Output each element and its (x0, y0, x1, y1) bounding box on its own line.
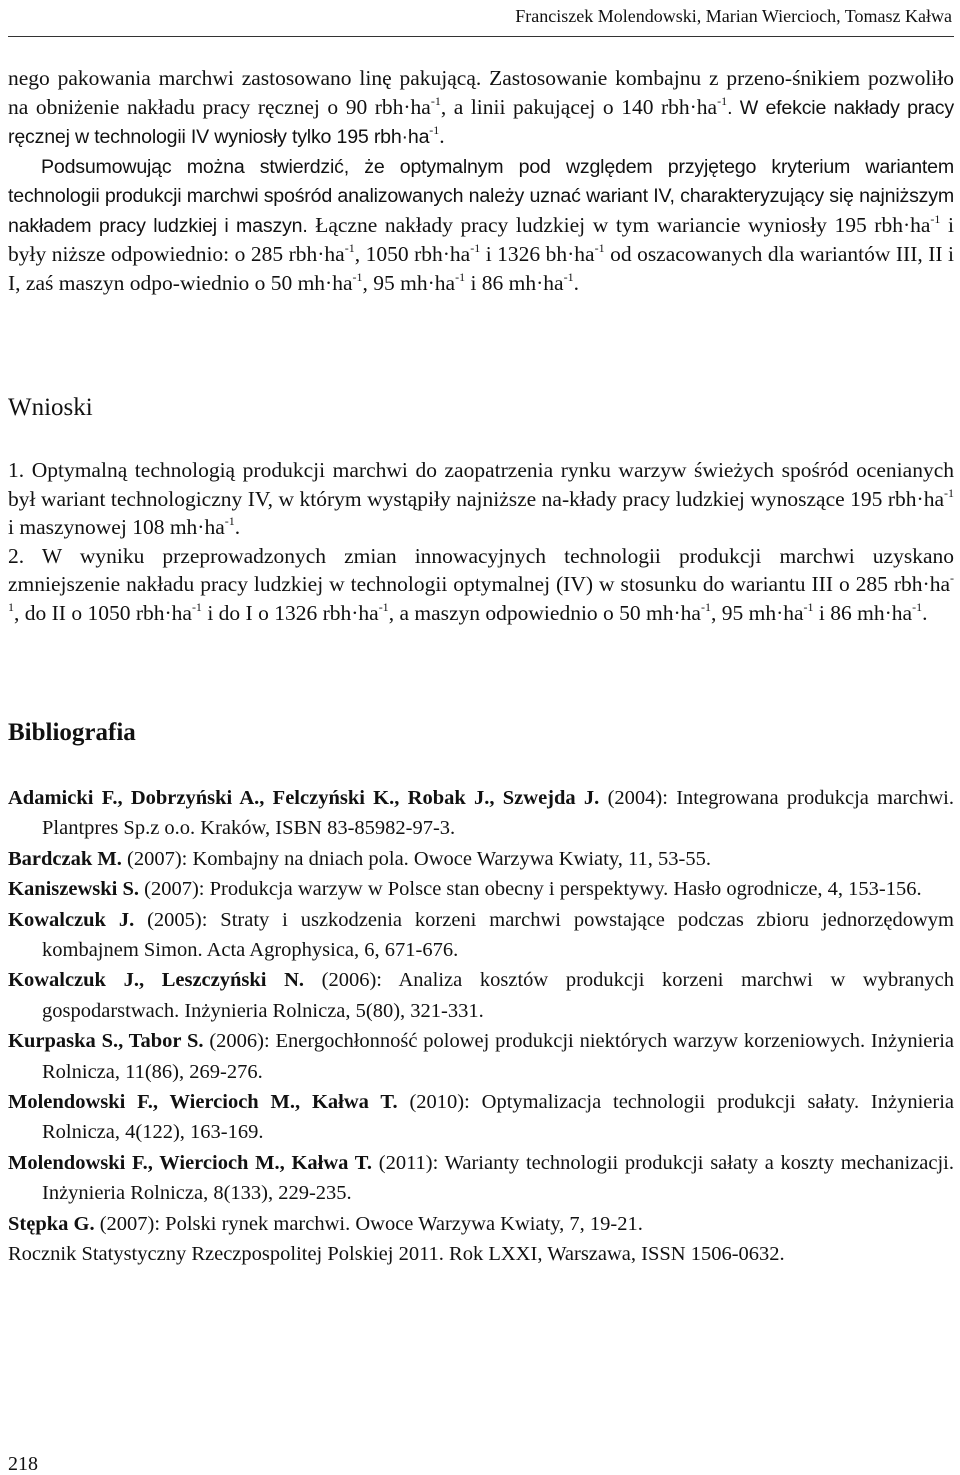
superscript: -1 (352, 269, 363, 284)
superscript: -1 (430, 93, 441, 108)
bibliography-entry (8, 844, 954, 874)
ref-details: (2004): Integrowana produkcja marchwi. Plantpres Sp.z o.o. Kraków, ISBN 83-85982-97-3. (42, 787, 954, 840)
superscript: -1 (803, 599, 814, 614)
superscript: -1 (455, 269, 466, 284)
c2-text-e: , 95 mh·ha (710, 600, 804, 625)
c1-text-a: 1. Optymalną technologią produkcji marchwi do zaopatrzenia rynku warzyw świeżych spośród ocenianych był wariant technologiczny IV, w którym wystąpiły najniższe na-kłady pracy ludzkiej wynoszące 195 rbh·ha (8, 458, 954, 511)
section-heading-conclusions: Wnioski (8, 394, 93, 421)
c2-text-d: , a maszyn odpowiednio o 50 mh·ha (388, 600, 701, 625)
bibliography-entry (8, 783, 954, 844)
c2-text-f: i 86 mh·ha (813, 600, 913, 625)
p2-text-i: . (573, 270, 579, 295)
conclusion-item-2 (8, 542, 954, 628)
conclusion-item-1 (8, 456, 954, 542)
superscript: -1 (224, 514, 235, 528)
bibliography-entry (8, 905, 954, 966)
paragraph-continued (8, 64, 954, 152)
bibliography-entry (8, 1026, 954, 1087)
ref-details: (2006): Energochłonność polowej produkcji niektórych warzyw korzeniowych. Inżynieria Rolnicza, 11(86), 269-276. (42, 1030, 954, 1083)
p2-text-g: , 95 mh·ha (362, 270, 456, 295)
bibliography-entry (8, 1148, 954, 1209)
p1-text-d: . (439, 124, 445, 148)
superscript: -1 (344, 241, 355, 255)
p2-text-e: i 1326 bh·ha (480, 242, 595, 266)
ref-details: (2007): Kombajny na dniach pola. Owoce Warzywa Kwiaty, 11, 53-55. (121, 847, 711, 870)
ref-authors: Molendowski F., Wiercioch M., Kałwa T. (8, 1151, 373, 1174)
superscript: -1 (378, 599, 389, 614)
c2-text-c: i do I o 1326 rbh·ha (201, 600, 379, 625)
c2-text-a: 2. W wyniku przeprowadzonych zmian innowacyjnych technologii produkcji marchwi uzyskano zmniejszenie nakładu pracy ludzkiej w technologii optymalnej (IV) w stosunku do wariantu III o 285 rbh·ha (8, 543, 954, 596)
body-text (8, 64, 954, 297)
ref-authors: Kowalczuk J. (8, 908, 135, 931)
ref-authors: Molendowski F., Wiercioch M., Kałwa T. (8, 1091, 398, 1114)
c2-text-g: . (922, 600, 928, 625)
p1-text-a: nego pakowania marchwi zastosowano linę pakującą. Zastosowanie kombajnu z przeno-śnikiem pozwoliło na obniżenie nakładu pracy ręcznej o 90 rbh·ha (8, 66, 954, 119)
bibliography-entry (8, 1087, 954, 1148)
c1-text-c: . (234, 515, 241, 539)
ref-authors: Kaniszewski S. (8, 878, 139, 901)
ref-authors: Adamicki F., Dobrzyński A., Felczyński K., Robak J., Szwejda J. (8, 787, 600, 809)
p2-text-f: od oszacowanych dla wariantów III, II i I, zaś maszyn odpo-wiednio o 50 mh·ha (8, 242, 955, 295)
c2-text-b: , do II o 1050 rbh·ha (14, 600, 192, 625)
ref-authors: Stępka G. (8, 1212, 95, 1235)
superscript: -1 (470, 241, 481, 255)
superscript: -1 (429, 123, 440, 137)
superscript: -1 (8, 571, 954, 614)
p1-text-c: . W efekcie nakłady pracy ręcznej w technologii IV wyniosły tylko 195 rbh·ha (8, 96, 954, 148)
bibliography-entry (8, 965, 954, 1026)
superscript: -1 (563, 269, 574, 284)
superscript: -1 (700, 599, 711, 614)
p2-text-b: Łączne nakłady pracy ludzkiej w tym wariancie wyniosły 195 rbh·ha (307, 212, 931, 237)
bibliography-entry (8, 1239, 954, 1269)
section-heading-bibliography: Bibliografia (8, 719, 136, 746)
page-number: 218 (8, 1453, 38, 1475)
ref-details: (2011): Warianty technologii produkcji sałaty a koszty mechanizacji. Inżynieria Rolnicza, 8(133), 229-235. (42, 1151, 955, 1205)
paragraph-summary (8, 152, 954, 298)
ref-details: (2007): Produkcja warzyw w Polsce stan obecny i perspektywy. Hasło ogrodnicze, 4, 153-156. (139, 878, 922, 901)
p2-text-h: i 86 mh·ha (465, 270, 564, 295)
superscript: -1 (717, 93, 728, 108)
bibliography-entry (8, 1209, 954, 1239)
ref-details: (2006): Analiza kosztów produkcji korzeni marchwi w wybranych gospodarstwach. Inżynieria Rolnicza, 5(80), 321-331. (42, 969, 954, 1022)
p2-text-a: Podsumowując można stwierdzić, że optymalnym pod względem przyjętego kryterium wariantem technologii produkcji marchwi spośród analizowanych należy uznać wariant IV, charakteryzujący się najniższym nakładem pracy ludzkiej i maszyn. (8, 155, 954, 237)
ref-details: Rocznik Statystyczny Rzeczpospolitej Polskiej 2011. Rok LXXI, Warszawa, ISSN 1506-0632. (8, 1243, 785, 1266)
p2-text-d: , 1050 rbh·ha (354, 242, 471, 266)
superscript: -1 (944, 485, 954, 500)
header-divider (8, 36, 954, 37)
superscript: -1 (594, 241, 605, 255)
bibliography-list (8, 783, 954, 1270)
ref-authors: Kurpaska S., Tabor S. (8, 1030, 204, 1053)
superscript: -1 (191, 599, 202, 614)
superscript: -1 (912, 599, 923, 614)
c1-text-b: i maszynowej 108 mh·ha (8, 515, 225, 539)
ref-authors: Bardczak M. (8, 847, 122, 870)
ref-details: (2007): Polski rynek marchwi. Owoce Warzywa Kwiaty, 7, 19-21. (94, 1212, 643, 1235)
ref-authors: Kowalczuk J., Leszczyński N. (8, 969, 305, 992)
conclusions-list (8, 456, 954, 627)
bibliography-entry (8, 874, 954, 904)
ref-details: (2005): Straty i uszkodzenia korzeni marchwi powstające podczas zbioru jednorzędowym kombajnem Simon. Acta Agrophysica, 6, 671-676. (42, 908, 954, 962)
ref-details: (2010): Optymalizacja technologii produkcji sałaty. Inżynieria Rolnicza, 4(122), 163-169. (42, 1091, 954, 1144)
p1-text-b: , a linii pakującej o 140 rbh·ha (440, 94, 718, 119)
running-header-authors: Franciszek Molendowski, Marian Wiercioch, Tomasz Kałwa (515, 6, 952, 26)
superscript: -1 (930, 211, 941, 226)
p2-text-c: i były niższe odpowiednio: o 285 rbh·ha (8, 212, 954, 266)
